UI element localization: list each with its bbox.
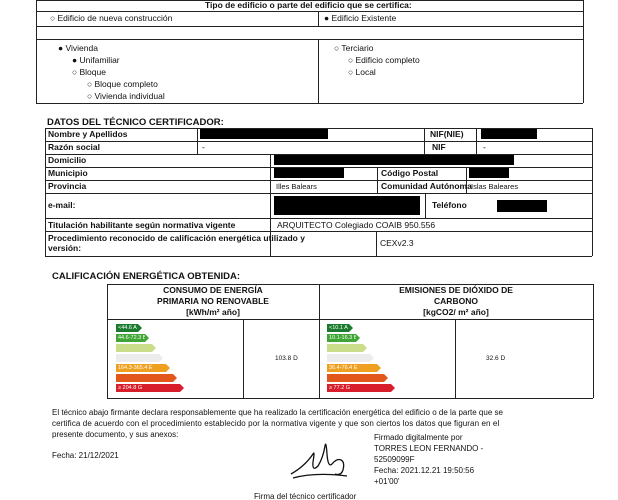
consumo-unit: [kWh/m² año] (186, 307, 240, 317)
emisiones-scale-tip-3 (370, 354, 374, 362)
nombre-redacted (200, 129, 328, 139)
emisiones-unit: [kgCO2/ m² año] (423, 307, 489, 317)
emisiones-scale-tip-6 (391, 384, 395, 392)
codigo-postal-label: Código Postal (381, 168, 439, 178)
emisiones-scale-tip-0 (349, 324, 353, 332)
provincia-value: Illes Balears (276, 182, 317, 191)
emisiones-scale-tip-2 (363, 344, 367, 352)
telefono-label: Teléfono (432, 200, 467, 210)
emisiones-scale-bar-6: ≥ 77.2 G (327, 384, 391, 392)
consumo-scale-bar-5 (116, 374, 173, 382)
consumo-scale-bar-4: 164.3-365.4 E (116, 364, 166, 372)
telefono-redacted (497, 200, 547, 212)
consumo-scale-tip-3 (159, 354, 163, 362)
option-bloque: ○ Bloque (72, 67, 106, 77)
firma-pie: Firma del técnico certificador (254, 492, 357, 500)
option-new-construction: ○ Edificio de nueva construcción (50, 13, 173, 23)
firma-digital-line5: +01'00' (374, 477, 400, 486)
consumo-value: 103.8 D (275, 355, 298, 362)
consumo-scale-bar-6: ≥ 204.8 G (116, 384, 180, 392)
option-bloque-completo: ○ Bloque completo (87, 79, 158, 89)
nif-value: - (483, 142, 486, 152)
option-unifamiliar: ● Unifamiliar (72, 55, 120, 65)
titulacion-value: ARQUITECTO Colegiado COAIB 950.556 (277, 220, 436, 230)
declaracion-line3: presente documento, y sus anexos: (52, 430, 179, 439)
nif-nie-redacted (481, 129, 537, 139)
consumo-scale-tip-4 (166, 364, 170, 372)
consumo-header-line2: PRIMARIA NO RENOVABLE (157, 296, 269, 306)
domicilio-label: Domicilio (48, 155, 87, 165)
emisiones-header-line2: CARBONO (434, 296, 478, 306)
option-vivienda: ● Vivienda (58, 43, 98, 53)
municipio-label: Municipio (48, 168, 88, 178)
emisiones-scale-bar-2 (327, 344, 363, 352)
consumo-scale-bar-3 (116, 354, 159, 362)
municipio-redacted (274, 168, 344, 178)
fecha: Fecha: 21/12/2021 (52, 451, 119, 460)
comunidad-value: Islas Baleares (471, 182, 519, 191)
titulacion-label: Titulación habilitante según normativa vigente (48, 220, 236, 230)
razon-social-label: Razón social (48, 142, 100, 152)
domicilio-redacted (274, 155, 514, 165)
declaracion-line2: certifica de acuerdo con el procedimiento establecido por la normativa vigente y que son ciertos los datos que figuran en el (52, 419, 500, 428)
emisiones-value: 32.6 D (486, 355, 506, 362)
nif-label: NIF (432, 142, 446, 152)
building-type-header: Tipo de edificio o parte del edificio que se certifica: (205, 0, 412, 10)
handwritten-signature (285, 436, 365, 486)
codigo-postal-redacted (469, 168, 509, 178)
option-vivienda-individual: ○ Vivienda individual (87, 91, 165, 101)
consumo-scale-bar-2 (116, 344, 152, 352)
nif-nie-label: NIF(NIE) (430, 129, 464, 139)
consumo-scale-bar-1: 44.6-72.3 B (116, 334, 145, 342)
procedimiento-label-line2: versión: (48, 243, 82, 253)
firma-digital-line3: 52509099F (374, 455, 415, 464)
tecnico-title: DATOS DEL TÉCNICO CERTIFICADOR: (47, 117, 224, 128)
option-edificio-completo: ○ Edificio completo (348, 55, 420, 65)
emisiones-header-line1: EMISIONES DE DIÓXIDO DE (399, 285, 513, 295)
firma-digital-line2: TORRES LEON FERNANDO - (374, 444, 484, 453)
consumo-header-line1: CONSUMO DE ENERGÍA (163, 285, 263, 295)
firma-digital-line4: Fecha: 2021.12.21 19:50:56 (374, 466, 475, 475)
emisiones-scale-tip-5 (384, 374, 388, 382)
emisiones-scale-bar-5 (327, 374, 384, 382)
email-redacted (274, 196, 420, 215)
procedimiento-label-line1: Procedimiento reconocido de calificación energética utilizado y (48, 233, 305, 243)
option-local: ○ Local (348, 67, 376, 77)
comunidad-label: Comunidad Autónoma (381, 181, 472, 191)
razon-social-value: - (202, 142, 205, 152)
consumo-scale-tip-1 (145, 334, 149, 342)
procedimiento-value: CEXv2.3 (380, 238, 414, 248)
provincia-label: Provincia (48, 181, 87, 191)
consumo-scale-tip-6 (180, 384, 184, 392)
consumo-scale-tip-5 (173, 374, 177, 382)
consumo-scale-tip-0 (138, 324, 142, 332)
option-existing-building: ● Edificio Existente (324, 13, 397, 23)
emisiones-scale-tip-1 (356, 334, 360, 342)
declaracion-line1: El técnico abajo firmante declara responsablemente que ha realizado la certificación energética del edificio o de la parte que se (52, 408, 503, 417)
emisiones-scale-bar-0: <10.1 A (327, 324, 349, 332)
emisiones-scale-bar-3 (327, 354, 370, 362)
email-label: e-mail: (48, 200, 76, 210)
calificacion-title: CALIFICACIÓN ENERGÉTICA OBTENIDA: (52, 271, 241, 282)
emisiones-scale-tip-4 (377, 364, 381, 372)
option-terciario: ○ Terciario (334, 43, 374, 53)
emisiones-scale-bar-1: 10.1-16.3 B (327, 334, 356, 342)
firma-digital-line1: Firmado digitalmente por (374, 433, 463, 442)
consumo-scale-bar-0: <44.6 A (116, 324, 138, 332)
consumo-scale-tip-2 (152, 344, 156, 352)
emisiones-scale-bar-4: 36.4-76.4 E (327, 364, 377, 372)
nombre-label: Nombre y Apellidos (48, 129, 128, 139)
